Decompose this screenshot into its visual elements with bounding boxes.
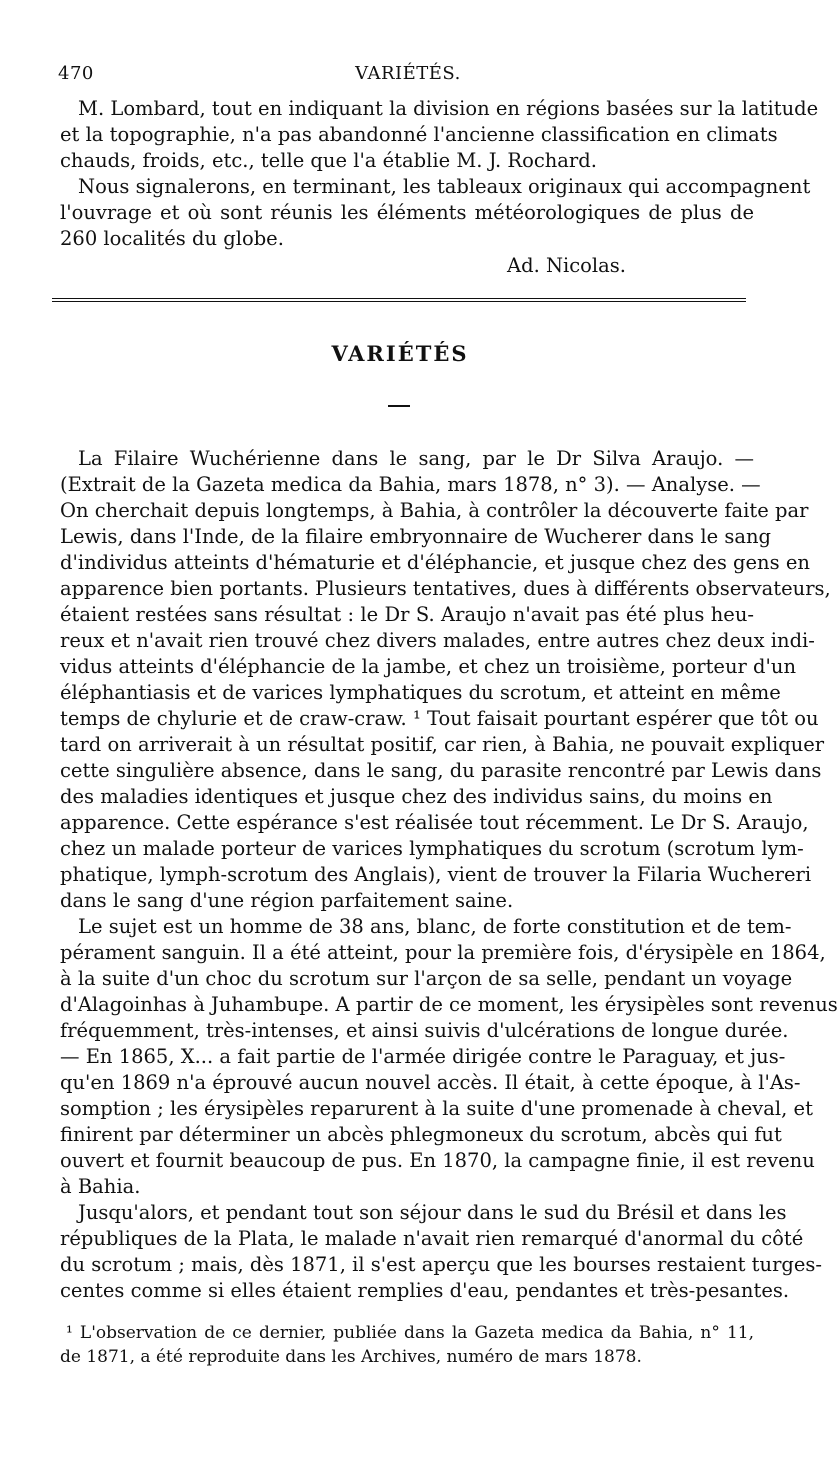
text-line: (Extrait de la Gazeta medica da Bahia, mars 1878, n° 3). — Analyse. — [60, 473, 761, 496]
text-line: Le sujet est un homme de 38 ans, blanc, de forte constitution et de tem- [78, 915, 792, 938]
text-line: qu'en 1869 n'a éprouvé aucun nouvel accès. Il était, à cette époque, à l'As- [60, 1071, 801, 1094]
text-line: cette singulière absence, dans le sang, du parasite rencontré par Lewis dans [60, 759, 822, 782]
text-line: ouvert et fournit beaucoup de pus. En 1870, la campagne finie, il est revenu [60, 1149, 815, 1172]
title-dash [388, 405, 410, 407]
text-line: M. Lombard, tout en indiquant la division en régions basées sur la latitude [78, 97, 819, 120]
text-line: étaient restées sans résultat : le Dr S. Araujo n'avait pas été plus heu- [60, 603, 754, 626]
footnote-line: ¹ L'observation de ce dernier, publiée dans la Gazeta medica da Bahia, n° 11, [66, 1323, 754, 1343]
text-line: à Bahia. [60, 1175, 141, 1198]
text-line: chez un malade porteur de varices lymphatiques du scrotum (scrotum lym- [60, 837, 804, 860]
text-line: l'ouvrage et où sont réunis les éléments météorologiques de plus de [60, 201, 754, 224]
text-line: temps de chylurie et de craw-craw. ¹ Tout faisait pourtant espérer que tôt ou [60, 707, 819, 730]
text-line: d'Alagoinhas à Juhambupe. A partir de ce moment, les érysipèles sont revenus [60, 993, 838, 1016]
text-line: centes comme si elles étaient remplies d'eau, pendantes et très-pesantes. [60, 1279, 790, 1302]
text-line: chauds, froids, etc., telle que l'a établie M. J. Rochard. [60, 149, 597, 172]
text-line: 260 localités du globe. [60, 227, 284, 250]
text-line: vidus atteints d'éléphancie de la jambe, et chez un troisième, porteur d'un [60, 655, 797, 678]
page-number: 470 [58, 63, 94, 84]
text-line: apparence bien portants. Plusieurs tentatives, dues à différents observateurs, [60, 577, 831, 600]
text-line: Jusqu'alors, et pendant tout son séjour dans le sud du Brésil et dans les [78, 1201, 787, 1224]
text-line: et la topographie, n'a pas abandonné l'ancienne classification en climats [60, 123, 778, 146]
text-line: dans le sang d'une région parfaitement saine. [60, 889, 514, 912]
text-line: phatique, lymph-scrotum des Anglais), vient de trouver la Filaria Wuchereri [60, 863, 812, 886]
section-divider [52, 298, 746, 302]
text-line: On cherchait depuis longtemps, à Bahia, à contrôler la découverte faite par [60, 499, 809, 522]
text-line: éléphantiasis et de varices lymphatiques du scrotum, et atteint en même [60, 681, 781, 704]
author-signature: Ad. Nicolas. [507, 254, 626, 277]
text-line: Nous signalerons, en terminant, les tableaux originaux qui accompagnent [78, 175, 811, 198]
text-line: du scrotum ; mais, dès 1871, il s'est aperçu que les bourses restaient turges- [60, 1253, 823, 1276]
running-header [58, 62, 758, 86]
text-line: somption ; les érysipèles reparurent à la suite d'une promenade à cheval, et [60, 1097, 813, 1120]
running-title: VARIÉTÉS. [355, 63, 461, 84]
text-line: pérament sanguin. Il a été atteint, pour la première fois, d'érysipèle en 1864, [60, 941, 826, 964]
section-title: VARIÉTÉS [331, 341, 469, 366]
text-line: Lewis, dans l'Inde, de la filaire embryonnaire de Wucherer dans le sang [60, 525, 772, 548]
text-line: des maladies identiques et jusque chez des individus sains, du moins en [60, 785, 773, 808]
text-line: d'individus atteints d'hématurie et d'éléphancie, et jusque chez des gens en [60, 551, 810, 574]
text-line: tard on arriverait à un résultat positif, car rien, à Bahia, ne pouvait expliquer [60, 733, 825, 756]
text-line: reux et n'avait rien trouvé chez divers malades, entre autres chez deux indi- [60, 629, 815, 652]
text-line: — En 1865, X... a fait partie de l'armée dirigée contre le Paraguay, et jus- [60, 1045, 786, 1068]
text-line: finirent par déterminer un abcès phlegmoneux du scrotum, abcès qui fut [60, 1123, 782, 1146]
text-line: fréquemment, très-intenses, et ainsi suivis d'ulcérations de longue durée. [60, 1019, 789, 1042]
text-line: à la suite d'un choc du scrotum sur l'arçon de sa selle, pendant un voyage [60, 967, 793, 990]
footnote-line: de 1871, a été reproduite dans les Archives, numéro de mars 1878. [60, 1347, 642, 1367]
article-headline: La Filaire Wuchérienne dans le sang, par le Dr Silva Araujo. — [78, 447, 754, 470]
text-line: apparence. Cette espérance s'est réalisée tout récemment. Le Dr S. Araujo, [60, 811, 809, 834]
text-line: républiques de la Plata, le malade n'avait rien remarqué d'anormal du côté [60, 1227, 804, 1250]
